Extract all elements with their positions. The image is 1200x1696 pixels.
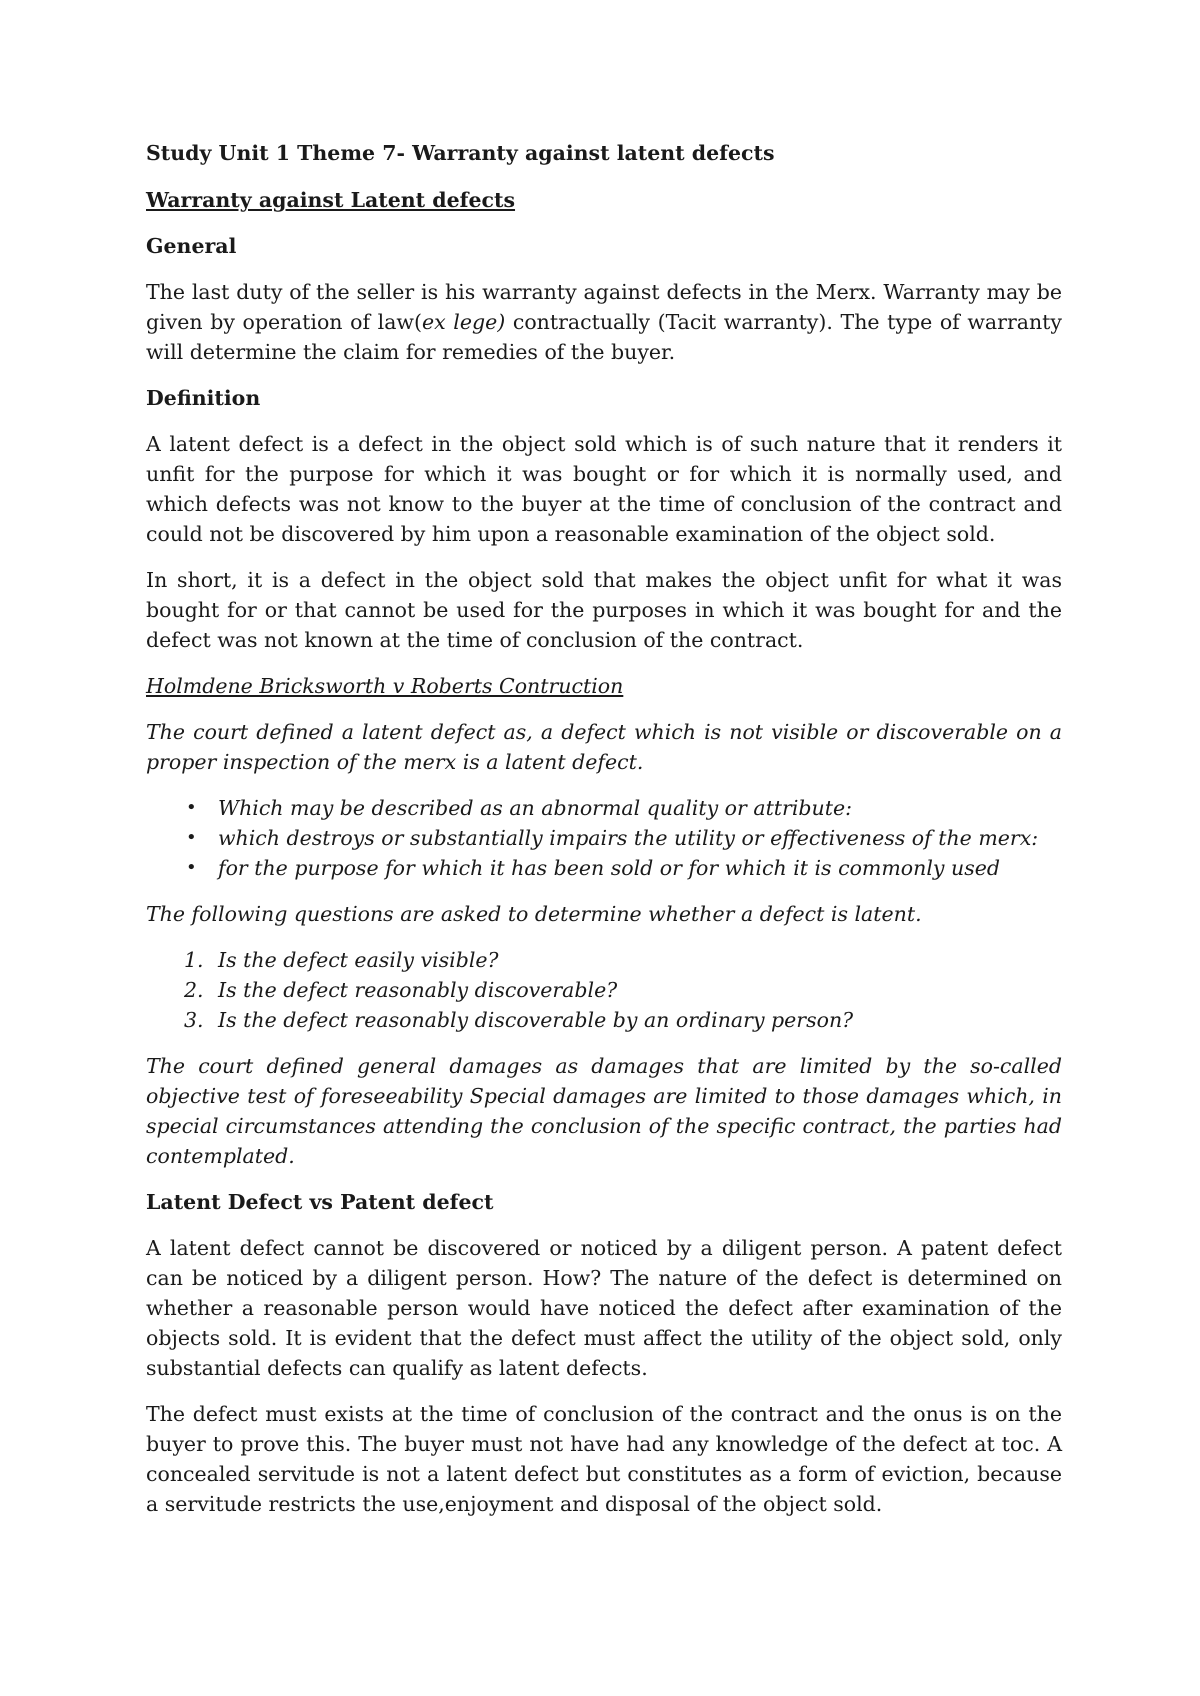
bullet-icon: • <box>186 797 197 818</box>
case-name: Holmdene Bricksworth v Roberts Contruction <box>146 674 624 698</box>
bullet-text: which destroys or substantially impairs the utility or effectiveness of the merx: <box>218 826 1039 850</box>
definition-paragraph-1: A latent defect is a defect in the object sold which is of such nature that it renders it unfit for the purpose for which it was bought or for which it is normally used, and which defects was not know to the buyer at the time of conclusion of the contract and could not be discovered by him upon a reasonable examination of the object sold. <box>146 432 1062 546</box>
question-text: Is the defect reasonably discoverable by an ordinary person? <box>218 1008 854 1032</box>
question-text: Is the defect easily visible? <box>218 948 499 972</box>
document-title: Study Unit 1 Theme 7- Warranty against latent defects <box>146 141 775 165</box>
question-number: 2. <box>184 978 204 1002</box>
bullet-text: Which may be described as an abnormal quality or attribute: <box>218 796 852 820</box>
list-item <box>146 823 1062 853</box>
latent-vs-patent-heading: Latent Defect vs Patent defect <box>146 1190 494 1214</box>
case-bullet-list <box>146 793 1062 883</box>
questions-list <box>146 945 1062 1035</box>
question-number: 1. <box>184 948 204 972</box>
document-content <box>146 138 1062 1535</box>
list-item <box>146 975 1062 1005</box>
general-heading: General <box>146 234 237 258</box>
case-definition: The court defined a latent defect as, a defect which is not visible or discoverable on a proper inspection of the merx is a latent defect. <box>146 720 1062 774</box>
questions-intro: The following questions are asked to determine whether a defect is latent. <box>146 902 922 926</box>
list-item <box>146 853 1062 883</box>
list-item <box>146 793 1062 823</box>
damages-paragraph: The court defined general damages as damages that are limited by the so-called objective test of foreseeability Special damages are limited to those damages which, in special circumstances attending the conclusion of the specific contract, the parties had contemplated. <box>146 1054 1062 1168</box>
ex-lege-term: ex lege) <box>421 310 506 334</box>
general-paragraph <box>146 277 1062 367</box>
list-item <box>146 945 1062 975</box>
bullet-text: for the purpose for which it has been sold or for which it is commonly used <box>218 856 1000 880</box>
question-text: Is the defect reasonably discoverable? <box>218 978 618 1002</box>
bullet-icon: • <box>186 827 197 848</box>
definition-paragraph-2: In short, it is a defect in the object sold that makes the object unfit for what it was bought for or that cannot be used for the purposes in which it was bought for and the defect was not known at the time of conclusion of the contract. <box>146 568 1062 652</box>
bullet-icon: • <box>186 857 197 878</box>
definition-heading: Definition <box>146 386 261 410</box>
general-paragraph-part2: contractually (Tacit warranty). The type of warranty will determine the claim for remedies of the buyer. <box>146 310 1062 364</box>
general-paragraph-part1: The last duty of the seller is his warranty against defects in the Merx. Warranty may be given by operation of law( <box>146 280 1062 334</box>
main-heading: Warranty against Latent defects <box>146 188 516 212</box>
latent-vs-patent-paragraph-1: A latent defect cannot be discovered or noticed by a diligent person. A patent defect can be noticed by a diligent person. How? The nature of the defect is determined on whether a reasonable person would have noticed the defect after examination of the objects sold. It is evident that the defect must affect the utility of the object sold, only substantial defects can qualify as latent defects. <box>146 1236 1062 1380</box>
latent-vs-patent-paragraph-2: The defect must exists at the time of conclusion of the contract and the onus is on the buyer to prove this. The buyer must not have had any knowledge of the defect at toc. A concealed servitude is not a latent defect but constitutes as a form of eviction, because a servitude restricts the use,enjoyment and disposal of the object sold. <box>146 1402 1062 1516</box>
question-number: 3. <box>184 1008 204 1032</box>
list-item <box>146 1005 1062 1035</box>
